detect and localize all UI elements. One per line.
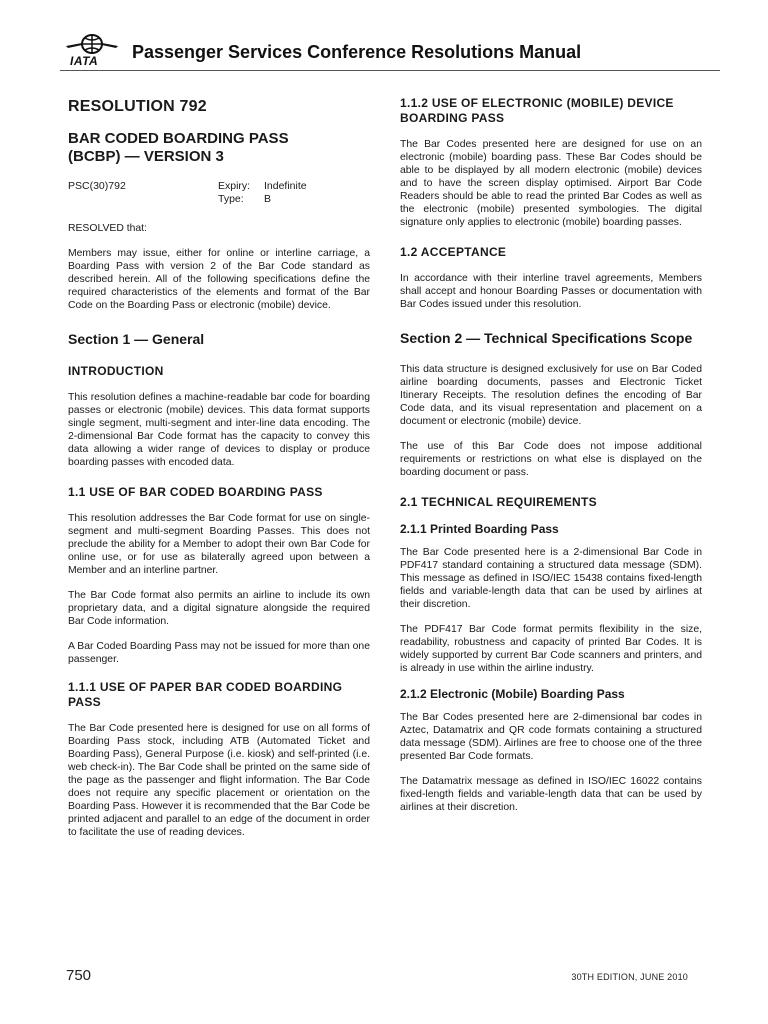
- section1-heading: Section 1 — General: [68, 331, 205, 347]
- right-column: [400, 96, 702, 826]
- logo-text: IATA: [70, 54, 99, 68]
- left-column: [68, 96, 370, 851]
- heading-1-1: 1.1 USE OF BAR CODED BOARDING PASS: [68, 485, 323, 499]
- expiry-value: Indefinite: [264, 180, 307, 192]
- section2-heading: Section 2 — Technical Specifications Scope: [400, 330, 693, 346]
- intro-paragraph: Members may issue, either for online or interline carriage, a Boarding Pass with version 2 of the Bar Code standard as described herein. All of the following specifications define the required characteristics of the elements and format of the Bar Code on the Boarding Pass or electronic (mobile) device.: [68, 248, 370, 311]
- heading-2-1-1: 2.1.1 Printed Boarding Pass: [400, 522, 559, 536]
- paragraph-1-1-a: This resolution addresses the Bar Code format for use on single-segment and multi-segment Boarding Passes. This does not preclude the ability for a Member to adopt their own Bar Code for online use, or for use as bilaterally agreed upon between a Member and an interline partner.: [68, 513, 370, 576]
- type-value: B: [264, 193, 272, 205]
- paragraph-1-2: In accordance with their interline travel agreements, Members shall accept and honour Boarding Passes or documentation with Bar Codes issued under this resolution.: [400, 273, 702, 310]
- paragraph-1-1-1: The Bar Code presented here is designed for use on all forms of Boarding Pass stock, including ATB (Automated Ticket and Boarding Pass), General Purpose (i.e. kiosk) and self-printed (i.e. web check-in). The Bar Code shall be printed on the same side of the page as the passenger and flight information. The Bar Code does not require any specific placement or orientation on the Boarding Pass. However it is recommended that the Bar Code be printed adjacent and parallel to an edge of the document in order to facilitate the use of reading devices.: [68, 723, 370, 838]
- paragraph-2-a: This data structure is designed exclusively for use on Bar Coded airline boarding documents, passes and Electronic Ticket Itinerary Receipts. The resolution defines the encoding of Bar Code data, and its visual representation and placement on a document or electronic (mobile) device.: [400, 364, 702, 427]
- paragraph-1-1-c: A Bar Coded Boarding Pass may not be issued for more than one passenger.: [68, 641, 370, 665]
- paragraph-1-1-2: The Bar Codes presented here are designed for use on an electronic (mobile) boarding pass. These Bar Codes should be able to be displayed by all modern electronic (mobile) devices and to have the screen display optimised. Airport Bar Code Readers should be able to read the printed Bar Codes as well as the electronic (mobile) presented symbologies. The digital signature only applies to electronic (mobile) boarding passes.: [400, 139, 702, 228]
- paragraph-2-b: The use of this Bar Code does not impose additional requirements or restrictions on what else is displayed on the boarding document or pass.: [400, 441, 702, 478]
- resolution-meta: [68, 180, 370, 208]
- introduction-heading: INTRODUCTION: [68, 364, 164, 378]
- edition-label: 30TH EDITION, JUNE 2010: [571, 972, 688, 982]
- paragraph-1-1-b: The Bar Code format also permits an airline to include its own proprietary data, and a digital signature alongside the required Bar Code information.: [68, 590, 370, 627]
- resolution-title-line1: BAR CODED BOARDING PASS: [68, 130, 289, 147]
- expiry-label: Expiry:: [218, 180, 251, 192]
- heading-1-1-1: 1.1.1 USE OF PAPER BAR CODED BOARDING PASS: [68, 680, 343, 709]
- resolution-meta-values: [218, 180, 307, 206]
- heading-2-1-2: 2.1.2 Electronic (Mobile) Boarding Pass: [400, 687, 625, 701]
- heading-2-1: 2.1 TECHNICAL REQUIREMENTS: [400, 495, 597, 509]
- page-header-title: Passenger Services Conference Resolutions Manual: [132, 42, 582, 62]
- paragraph-2-1-1-a: The Bar Code presented here is a 2-dimensional Bar Code in PDF417 standard containing a structured data message (SDM). This message as defined in ISO/IEC 15438 contains fixed-length fields and variable-length data that can be used by airlines at their discretion.: [400, 547, 702, 610]
- resolved-text: RESOLVED that:: [68, 223, 147, 234]
- resolution-number: RESOLUTION 792: [68, 98, 207, 115]
- resolution-title: [68, 130, 370, 166]
- iata-logo: [64, 34, 120, 66]
- heading-1-2: 1.2 ACCEPTANCE: [400, 245, 507, 259]
- heading-1-1-2: 1.1.2 USE OF ELECTRONIC (MOBILE) DEVICE BOARDING PASS: [400, 96, 674, 125]
- page-header: [64, 34, 724, 72]
- resolution-title-line2: (BCBP) — VERSION 3: [68, 148, 224, 165]
- page-number: 750: [66, 967, 92, 984]
- header-divider: [60, 70, 720, 71]
- paragraph-2-1-2-b: The Datamatrix message as defined in ISO/IEC 16022 contains fixed-length fields and variable-length data that can be used by airlines at their discretion.: [400, 776, 702, 813]
- globe-icon: [64, 34, 120, 56]
- paragraph-2-1-1-b: The PDF417 Bar Code format permits flexibility in the size, readability, robustness and capacity of printed Bar Codes. It is widely supported by current Bar Code scanners and printers, and is already in use within the airline industry.: [400, 624, 702, 674]
- resolution-ref: PSC(30)792: [68, 180, 126, 192]
- paragraph-2-1-2-a: The Bar Codes presented here are 2-dimensional bar codes in Aztec, Datamatrix and QR code formats containing a structured data message (SDM). Airlines are free to choose one of the three presented Bar Code formats.: [400, 712, 702, 762]
- introduction-paragraph: This resolution defines a machine-readable bar code for boarding passes or electronic (mobile) devices. This data format supports single segment, multi-segment and inter-line data encoding. The 2-dimensional Bar Code format has the capacity to convey this data allowing a wider range of devices to display or produce boarding passes with encoded data.: [68, 392, 370, 468]
- type-label: Type:: [218, 193, 244, 205]
